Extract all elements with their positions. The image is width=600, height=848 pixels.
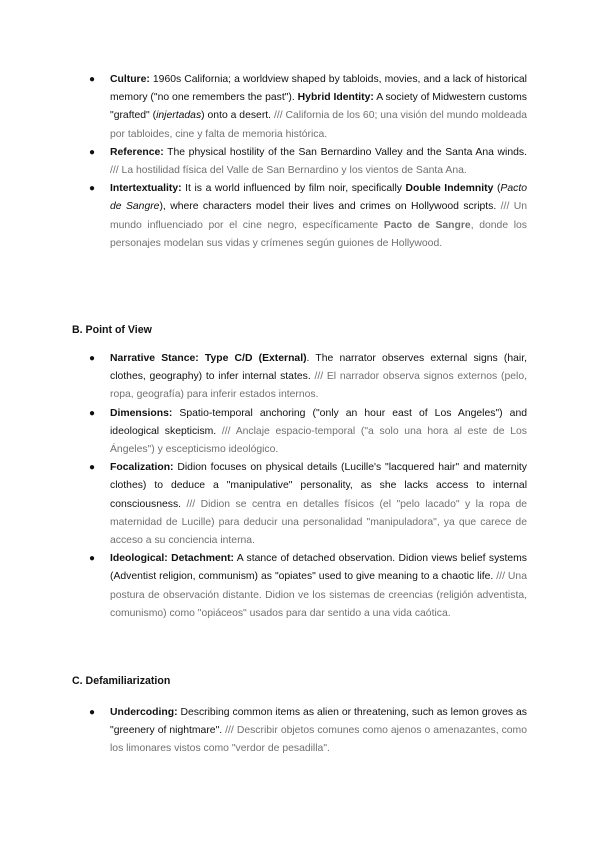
item-text-3: ), where characters model their lives and crimes on Hollywood scripts.: [159, 201, 497, 213]
section-heading-b: B. Point of View: [72, 324, 152, 336]
list-item-culture: [89, 71, 528, 144]
list-item-ideological: [89, 550, 527, 623]
item-translation: /// California de los 60; una visión del mundo moldeada por tabloides, cine y falta de memoria histórica.: [110, 110, 528, 140]
item-label: Undercoding:: [110, 707, 178, 718]
item-translation: /// El narrador observa signos externos (pelo, ropa, geografía) para inferir estados internos.: [110, 371, 527, 401]
list-item-narrative-stance: [89, 350, 527, 405]
item-translation: /// La hostilidad física del Valle de San Bernardino y los vientos de Santa Ana.: [110, 165, 467, 177]
list-item-reference: [89, 144, 527, 180]
bullet-icon: ●: [89, 462, 96, 474]
item-label-2: Double Indemnity: [405, 183, 494, 195]
item-translation: /// Anclaje espacio-temporal ("a solo una hora al este de Los Ángeles") y escepticismo ideológico.: [110, 425, 528, 456]
bullet-icon: ●: [89, 707, 96, 718]
item-translation: /// Didion se centra en detalles físicos (el "pelo lacado" y la ropa de maternidad de Lucille) para deducir una personalidad "manipuladora", ya que carece de acceso a su conciencia interna.: [110, 498, 527, 547]
item-text: Describing common items as alien or threatening, such as lemon groves as "greenery of nightmare".: [110, 707, 527, 737]
list-item-intertextuality: [89, 180, 528, 253]
list-item-dimensions: [89, 405, 528, 460]
item-label: Narrative Stance: Type C/D (External): [110, 353, 307, 364]
item-text-2: A society of Midwestern customs "grafted" (: [110, 92, 527, 122]
item-label: Culture:: [110, 74, 150, 85]
item-text: Didion focuses on physical details (Lucille's "lacquered hair" and maternity clothes) to deduce a "manipulative" personality, as she lacks access to internal consciousness.: [110, 462, 527, 510]
item-label: Ideological: Detachment:: [110, 553, 235, 565]
item-translation-2: , donde los personajes modelan sus vidas y crímenes según guiones de Hollywood.: [110, 219, 527, 249]
item-label: Dimensions:: [110, 407, 173, 419]
item-text: A stance of detached observation. Didion views belief systems (Adventist religion, communism) as "opiates" used to give meaning to a chaotic life.: [110, 553, 527, 583]
item-text: It is a world influenced by film noir, specifically: [181, 183, 406, 195]
item-text: 1960s California; a worldview shaped by tabloids, movies, and a lack of historical memory ("no one remembers the past").: [110, 74, 527, 104]
item-label: Intertextuality:: [110, 183, 182, 195]
item-label: Reference:: [110, 146, 164, 158]
bullet-icon: ●: [89, 74, 96, 85]
section-heading-c: C. Defamiliarization: [72, 675, 171, 687]
item-text-2: (: [493, 183, 501, 195]
bullet-icon: ●: [89, 183, 96, 195]
bullet-icon: ●: [89, 553, 96, 565]
item-text: . The narrator observes external signs (hair, clothes, geography) to infer internal states.: [110, 353, 527, 383]
item-translation: /// Describir objetos comunes como ajenos o amenazantes, como los limonares vistos como "verdor de pesadilla".: [110, 725, 527, 755]
item-italic: injertadas: [156, 110, 202, 122]
item-translation-bold: Pacto de Sangre: [383, 219, 471, 231]
item-label-2: Hybrid Identity:: [297, 92, 374, 104]
bullet-icon: ●: [89, 146, 96, 158]
item-translation: /// Una postura de observación distante. Didion ve los sistemas de creencias (religión adventista, comunismo) como "opiáceos" usados para dar sentido a una vida caótica.: [110, 571, 527, 619]
list-item-focalization: [89, 459, 527, 550]
section-c-list: [89, 704, 527, 759]
item-translation: /// Un mundo influenciado por el cine negro, específicamente: [110, 201, 528, 231]
list-item-undercoding: [89, 704, 527, 759]
item-text-3: ) onto a desert.: [201, 110, 274, 122]
item-text: Spatio-temporal anchoring ("only an hour east of Los Angeles") and ideological skepticism.: [110, 407, 527, 437]
bullet-icon: ●: [89, 353, 96, 364]
item-italic: Pacto de Sangre: [110, 183, 527, 213]
item-text: The physical hostility of the San Bernardino Valley and the Santa Ana winds.: [163, 146, 527, 158]
section-b-list: [89, 350, 528, 623]
bullet-icon: ●: [89, 407, 96, 419]
section-a-list: [89, 71, 528, 253]
item-label: Focalization:: [110, 462, 174, 474]
